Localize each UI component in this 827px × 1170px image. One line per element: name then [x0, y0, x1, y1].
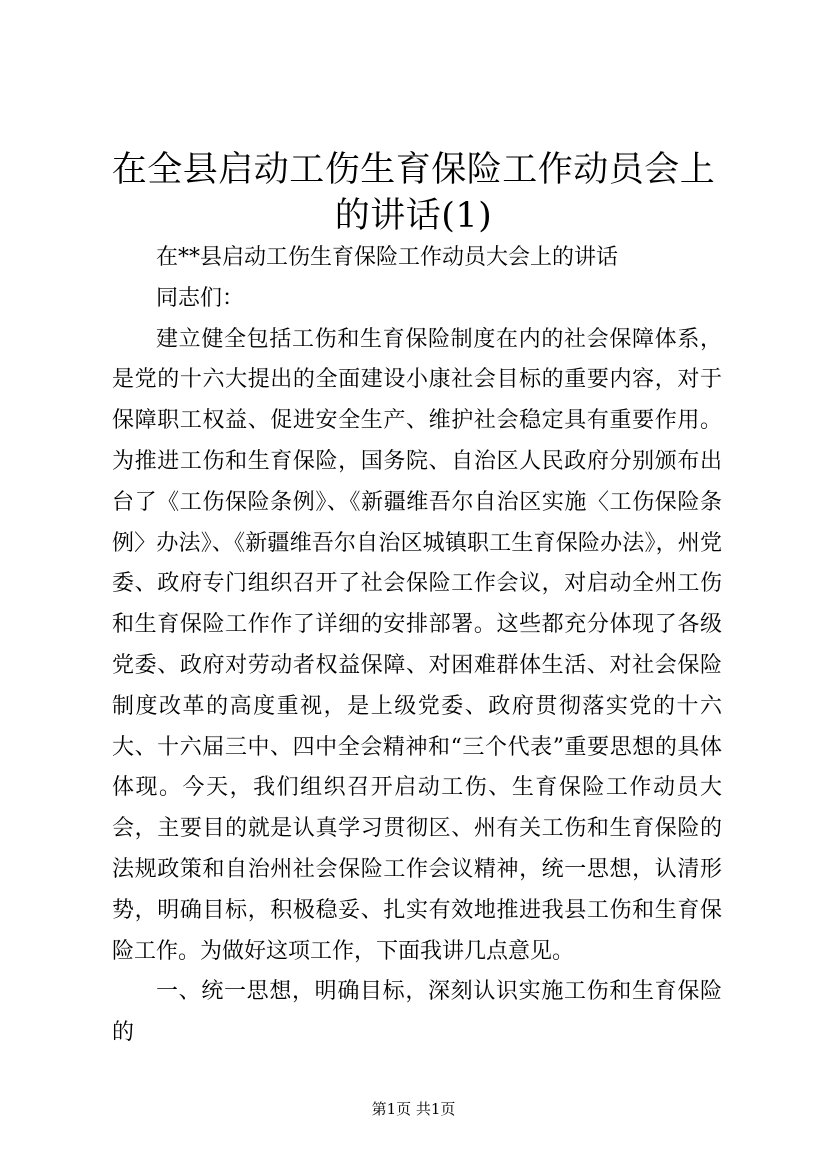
- subtitle-paragraph: 在**县启动工伤生育保险工作动员大会上的讲话: [156, 245, 619, 270]
- document-title: 在全县启动工伤生育保险工作动员会上的讲话(1): [111, 150, 716, 236]
- document-body: [112, 238, 722, 1054]
- body-paragraph: 建立健全包括工伤和生育保险制度在内的社会保障体系，是党的十六大提出的全面建设小康社会目标的重要内容，对于保障职工权益、促进安全生产、维护社会稳定具有重要作用。为推进工伤和生育保险，国务院、自治区人民政府分别颁布出台了《工伤保险条例》、《新疆维吾尔自治区实施〈工伤保险条例〉办法》、《新疆维吾尔自治区城镇职工生育保险办法》，州党委、政府专门组织召开了社会保险工作会议，对启动全州工伤和生育保险工作作了详细的安排部署。这些都充分体现了各级党委、政府对劳动者权益保障、对困难群体生活、对社会保险制度改革的高度重视，是上级党委、政府贯彻落实党的十六大、十六届三中、四中全会精神和“三个代表”重要思想的具体体现。今天，我们组织召开启动工伤、生育保险工作动员大会，主要目的就是认真学习贯彻区、州有关工伤和生育保险的法规政策和自治州社会保险工作会议精神，统一思想，认清形势，明确目标，积极稳妥、扎实有效地推进我县工伤和生育保险工作。为做好这项工作，下面我讲几点意见。: [112, 326, 722, 964]
- page-number-footer: 第1页 共1页: [371, 1100, 456, 1118]
- section-heading-paragraph: 一、统一思想，明确目标，深刻认识实施工伤和生育保险的: [112, 979, 722, 1046]
- salutation-paragraph: 同志们：: [156, 285, 245, 311]
